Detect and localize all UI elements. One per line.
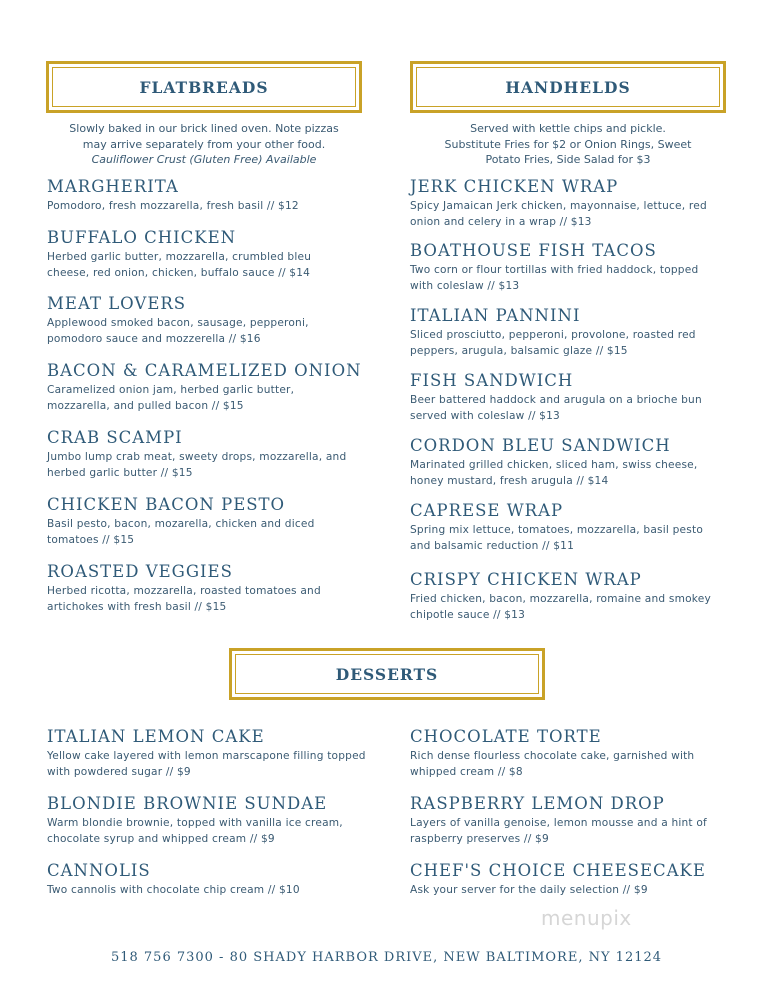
item-description: Basil pesto, bacon, mozarella, chicken and diced tomatoes // $15 (47, 518, 315, 546)
menu-item (410, 241, 720, 294)
item-name: RASPBERRY LEMON DROP (410, 794, 665, 813)
desserts-title: DESSERTS (335, 664, 439, 684)
menu-item (410, 371, 728, 424)
menu-item (47, 177, 372, 215)
item-description: Jumbo lump crab meat, sweety drops, mozzarella, and herbed garlic butter // $15 (47, 451, 347, 479)
item-name: CHEF'S CHOICE CHEESECAKE (410, 861, 706, 880)
menu-item (47, 428, 365, 481)
menu-item (47, 727, 372, 780)
item-name: CHOCOLATE TORTE (410, 727, 602, 746)
item-name: ITALIAN PANNINI (410, 306, 581, 325)
item-name: BLONDIE BROWNIE SUNDAE (47, 794, 328, 813)
menu-item (410, 570, 720, 623)
menu-item (47, 361, 362, 414)
flatbreads-title: FLATBREADS (139, 77, 269, 97)
item-description: Marinated grilled chicken, sliced ham, swiss cheese, honey mustard, fresh arugula // $14 (410, 459, 698, 487)
menu-item (410, 177, 715, 230)
item-name: CORDON BLEU SANDWICH (410, 436, 671, 455)
item-description: Two corn or flour tortillas with fried haddock, topped with coleslaw // $13 (410, 264, 699, 292)
item-description: Rich dense flourless chocolate cake, garnished with whipped cream // $8 (410, 750, 695, 778)
flatbreads-intro-line-2: may arrive separately from your other food. (82, 137, 326, 151)
handhelds-intro-line-2: Substitute Fries for $2 or Onion Rings, Sweet (444, 137, 692, 151)
item-name: MARGHERITA (47, 177, 179, 196)
item-name: ITALIAN LEMON CAKE (47, 727, 265, 746)
item-name: BOATHOUSE FISH TACOS (410, 241, 657, 260)
item-description: Applewood smoked bacon, sausage, pepperoni, pomodoro sauce and mozzerella // $16 (47, 317, 309, 345)
item-name: JERK CHICKEN WRAP (410, 177, 619, 196)
handhelds-intro-line-3: Potato Fries, Side Salad for $3 (485, 153, 651, 166)
menu-item (47, 562, 365, 615)
item-name: BACON & CARAMELIZED ONION (47, 361, 362, 380)
item-name: BUFFALO CHICKEN (47, 228, 237, 247)
menu-item (47, 294, 352, 347)
flatbreads-intro-line-1: Slowly baked in our brick lined oven. Note pizzas (69, 122, 339, 135)
flatbreads-header (46, 61, 362, 113)
menu-item (47, 495, 332, 548)
handhelds-header (410, 61, 726, 113)
handhelds-title: HANDHELDS (505, 77, 631, 97)
item-description: Warm blondie brownie, topped with vanilla ice cream, chocolate syrup and whipped cream // $9 (47, 817, 343, 845)
item-name: CRAB SCAMPI (47, 428, 183, 447)
item-name: MEAT LOVERS (47, 294, 187, 313)
item-name: CRISPY CHICKEN WRAP (410, 570, 642, 589)
item-description: Caramelized onion jam, herbed garlic butter, mozzarella, and pulled bacon // $15 (47, 384, 295, 412)
item-description: Beer battered haddock and arugula on a brioche bun served with coleslaw // $13 (410, 394, 702, 422)
item-description: Spicy Jamaican Jerk chicken, mayonnaise, lettuce, red onion and celery in a wrap // $13 (410, 200, 707, 228)
desserts-header (229, 648, 545, 700)
menu-item (410, 794, 715, 847)
handhelds-intro (408, 121, 728, 168)
flatbreads-intro-line-3: Cauliflower Crust (Gluten Free) Available (91, 153, 317, 166)
item-description: Pomodoro, fresh mozzarella, fresh basil // $12 (47, 200, 299, 212)
item-description: Layers of vanilla genoise, lemon mousse and a hint of raspberry preserves // $9 (410, 817, 707, 845)
menu-item (410, 306, 728, 359)
item-name: ROASTED VEGGIES (47, 562, 233, 581)
item-description: Yellow cake layered with lemon marscapone filling topped with powdered sugar // $9 (47, 750, 366, 778)
item-description: Ask your server for the daily selection // $9 (410, 884, 648, 896)
flatbreads-intro (44, 121, 364, 168)
item-name: CANNOLIS (47, 861, 151, 880)
menu-item (410, 436, 710, 489)
item-description: Herbed ricotta, mozzarella, roasted tomatoes and artichokes with fresh basil // $15 (47, 585, 321, 613)
menu-item (410, 727, 728, 780)
menu-item (47, 228, 357, 281)
handhelds-intro-line-1: Served with kettle chips and pickle. (470, 122, 666, 135)
item-description: Sliced prosciutto, pepperoni, provolone, roasted red peppers, arugula, balsamic glaze // $15 (410, 329, 696, 357)
watermark: menupix (541, 906, 632, 930)
item-name: FISH SANDWICH (410, 371, 574, 390)
item-name: CAPRESE WRAP (410, 501, 564, 520)
menu-item (410, 501, 725, 554)
footer-address: 518 756 7300 - 80 SHADY HARBOR DRIVE, NEW BALTIMORE, NY 12124 (110, 950, 663, 965)
item-description: Spring mix lettuce, tomatoes, mozzarella, basil pesto and balsamic reduction // $11 (410, 524, 704, 552)
menu-item (410, 861, 735, 899)
item-description: Herbed garlic butter, mozzarella, crumbled bleu cheese, red onion, chicken, buffalo sauce // $14 (47, 251, 312, 279)
item-description: Fried chicken, bacon, mozzarella, romaine and smokey chipotle sauce // $13 (410, 593, 711, 621)
item-description: Two cannolis with chocolate chip cream // $10 (47, 884, 300, 896)
item-name: CHICKEN BACON PESTO (47, 495, 286, 514)
menu-item (47, 861, 372, 899)
menu-item (47, 794, 357, 847)
